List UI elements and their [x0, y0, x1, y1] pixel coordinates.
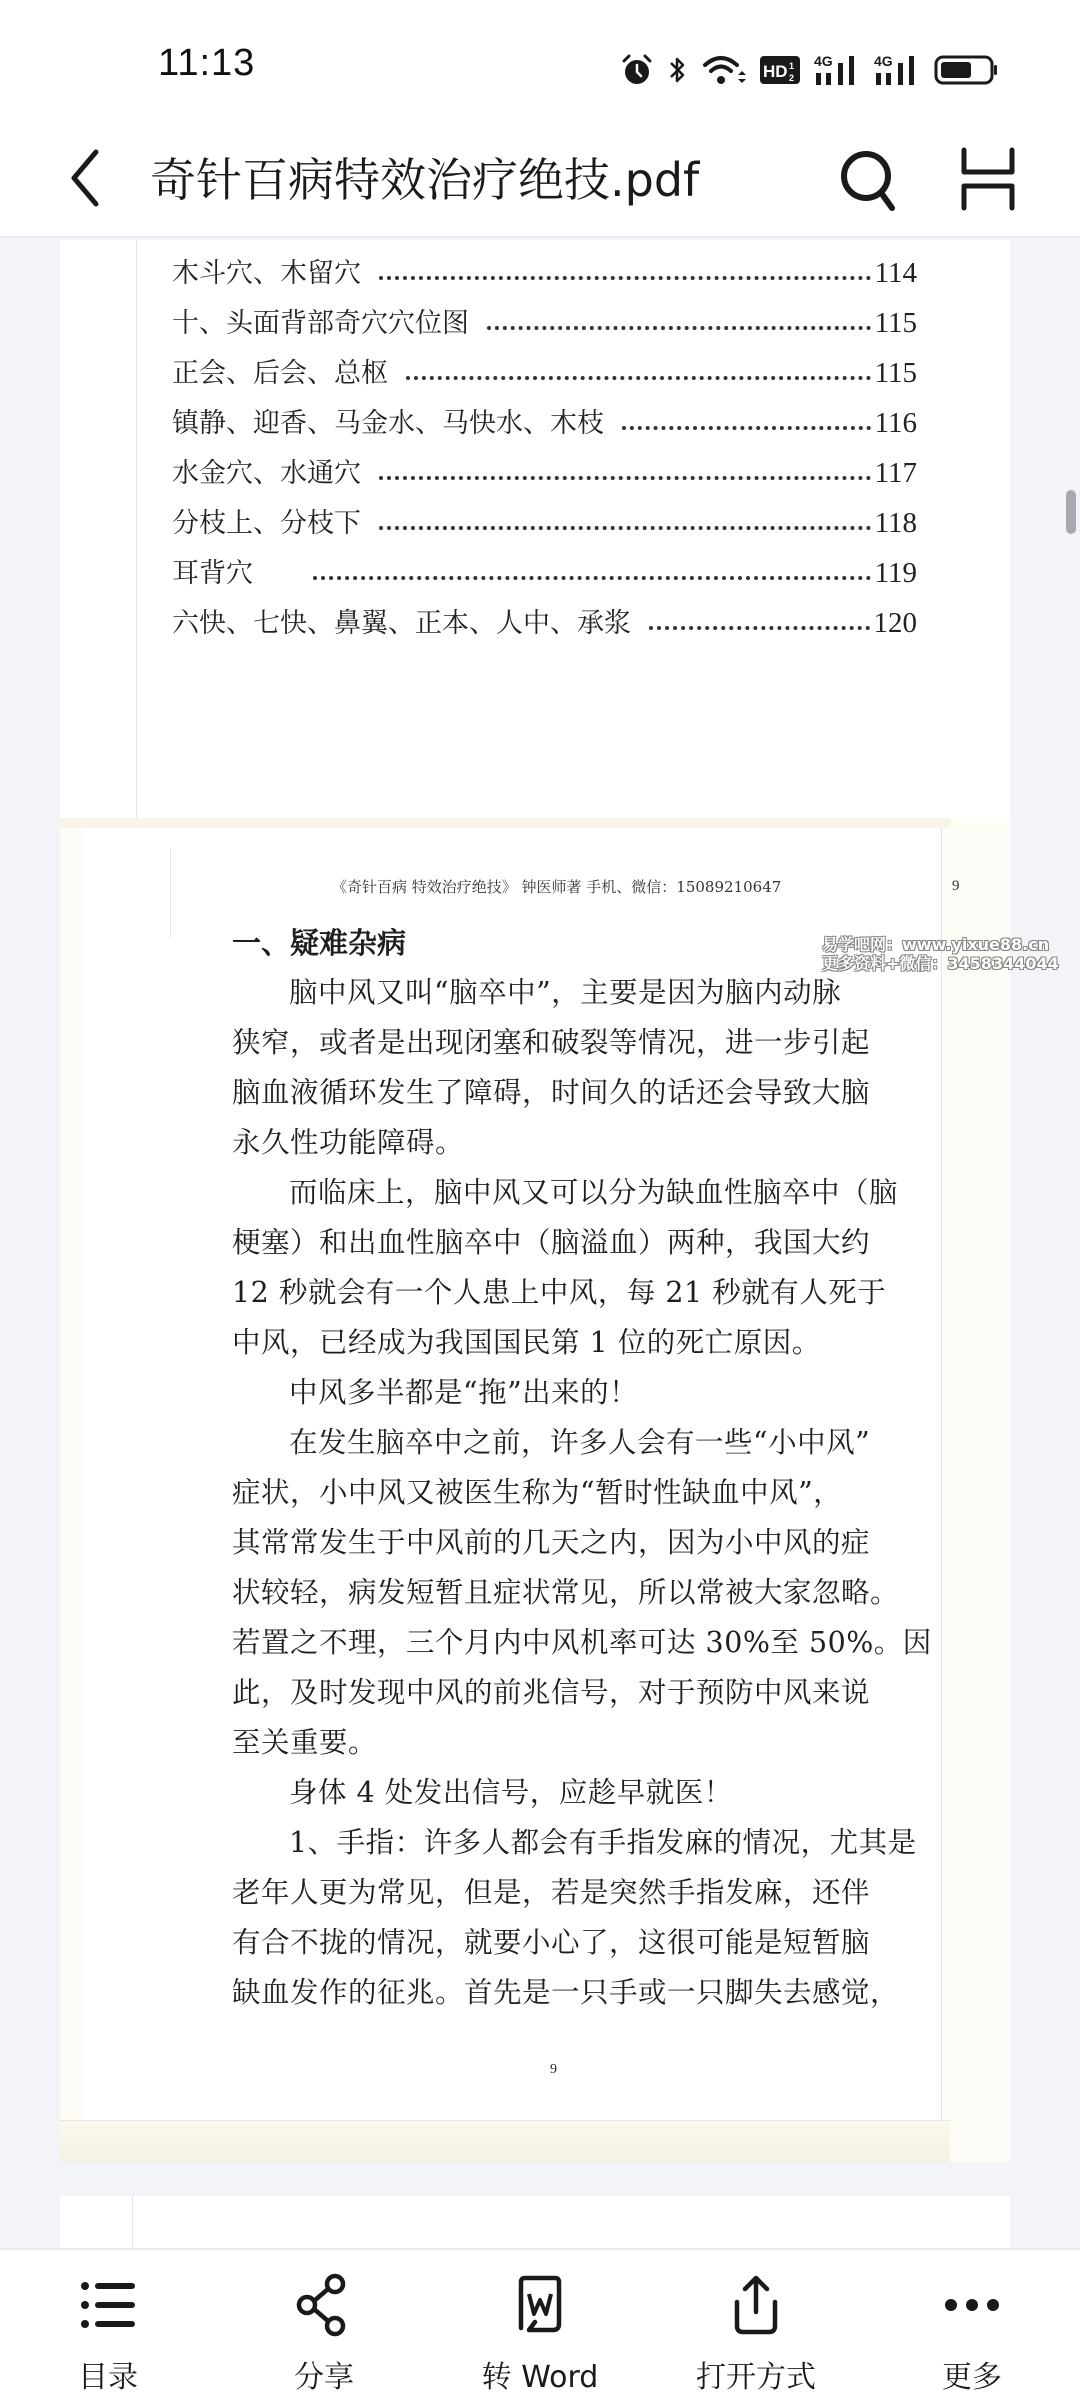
toolbar-label: 转 Word: [481, 2360, 599, 2395]
pdf-page-9: [60, 818, 1010, 2162]
toc-entry[interactable]: 分枝上、分枝下 118: [172, 507, 917, 539]
more-button[interactable]: [864, 2250, 1080, 2400]
text-line: 身体 4 处发出信号，应趁早就医！: [289, 1776, 733, 1809]
text-line: 12 秒就会有一个人患上中风，每 21 秒就有人死于: [232, 1276, 887, 1309]
bluetooth-icon: [668, 53, 688, 87]
text-line: 其常常发生于中风前的几天之内，因为小中风的症: [232, 1526, 871, 1559]
toolbar-label: 目录: [78, 2360, 138, 2395]
svg-text:4G: 4G: [874, 53, 893, 69]
open-with-icon: [723, 2272, 789, 2338]
svg-text:HD: HD: [763, 62, 788, 81]
back-button[interactable]: [62, 140, 112, 210]
scan-edge: [60, 818, 950, 828]
text-line: 1、手指：许多人都会有手指发麻的情况，尤其是: [289, 1826, 917, 1859]
battery-icon: [934, 53, 1000, 87]
text-line: 有合不拢的情况，就要小心了，这很可能是短暂脑: [232, 1926, 871, 1959]
status-icons: [620, 50, 1000, 90]
scan-margin-line: [132, 2196, 133, 2248]
open-with-button[interactable]: [648, 2250, 864, 2400]
header-page-number: 9: [952, 878, 960, 894]
list-icon: [75, 2272, 141, 2338]
text-line: 缺血发作的征兆。首先是一只手或一只脚失去感觉，: [232, 1976, 900, 2009]
svg-text:4G: 4G: [814, 53, 833, 69]
text-line: 狭窄，或者是出现闭塞和破裂等情况，进一步引起: [232, 1026, 871, 1059]
status-time: 11:13: [158, 42, 256, 84]
wifi-icon: [702, 53, 746, 87]
svg-text:2: 2: [789, 73, 795, 83]
body-text: [232, 918, 942, 2018]
toc-entry[interactable]: 正会、后会、总枢 115: [172, 357, 917, 389]
text-line: 梗塞）和出血性脑卒中（脑溢血）两种，我国大约: [232, 1226, 871, 1259]
share-button[interactable]: [216, 2250, 432, 2400]
word-convert-icon: [507, 2272, 573, 2338]
document-title: 奇针百病特效治疗绝技.pdf: [150, 153, 700, 207]
text-line: 状较轻，病发短暂且症状常见，所以常被大家忽略。: [232, 1576, 900, 1609]
text-line: 老年人更为常见，但是，若是突然手指发麻，还伴: [232, 1876, 871, 1909]
page-content-area: [82, 828, 960, 2120]
text-line: 此，及时发现中风的前兆信号，对于预防中风来说: [232, 1676, 871, 1709]
toc-entry[interactable]: 六快、七快、鼻翼、正本、人中、承浆 120: [172, 607, 917, 639]
text-line: 永久性功能障碍。: [232, 1126, 465, 1159]
toolbar-label: 分享: [294, 2360, 354, 2395]
toc-entry[interactable]: 耳背穴 119: [172, 557, 917, 589]
text-line: 中风，已经成为我国国民第 1 位的死亡原因。: [232, 1326, 821, 1359]
top-nav-bar: [0, 120, 1080, 238]
hd-voice-icon: [760, 55, 800, 85]
text-line: 脑中风又叫“脑卒中”，主要是因为脑内动脉: [289, 976, 842, 1009]
text-line: 中风多半都是“拖”出来的！: [289, 1376, 639, 1409]
watermark: 易学吧网：www.yixue88.cn 更多资料+微信：3458344044: [822, 935, 1059, 973]
scrollbar-thumb[interactable]: [1066, 490, 1076, 534]
share-icon: [291, 2272, 357, 2338]
page-number: 9: [550, 2062, 557, 2077]
toc-entry[interactable]: 木斗穴、木留穴 114: [172, 257, 917, 289]
section-heading: 一、疑难杂病: [232, 926, 407, 960]
scan-margin-line: [170, 848, 171, 938]
signal-4g-icon: [874, 53, 920, 87]
running-header: 《奇针百病 特效治疗绝技》 钟医师著 手机、微信：15089210647: [332, 878, 782, 896]
text-line: 至关重要。: [232, 1726, 378, 1759]
toolbar-label: 更多: [942, 2360, 1002, 2395]
text-line: 而临床上，脑中风又可以分为缺血性脑卒中（脑: [289, 1176, 899, 1209]
search-icon: [836, 146, 902, 212]
table-of-contents: [172, 240, 917, 640]
toc-entry[interactable]: 水金穴、水通穴 117: [172, 457, 917, 489]
text-line: 在发生脑卒中之前，许多人会有一些“小中风”: [289, 1426, 871, 1459]
convert-to-word-button[interactable]: [432, 2250, 648, 2400]
bottom-toolbar: [0, 2248, 1080, 2400]
pdf-viewport[interactable]: [0, 240, 1080, 2248]
alarm-icon: [620, 53, 654, 87]
svg-text:1: 1: [789, 61, 795, 71]
text-line: 若置之不理，三个月内中风机率可达 30%至 50%。因: [232, 1626, 932, 1659]
toc-button[interactable]: [0, 2250, 216, 2400]
page-layout-icon: [958, 146, 1018, 212]
toc-entry[interactable]: 十、头面背部奇穴穴位图 115: [172, 307, 917, 339]
scan-edge: [60, 2120, 950, 2162]
search-button[interactable]: [836, 146, 902, 212]
toolbar-label: 打开方式: [696, 2360, 816, 2395]
page-layout-button[interactable]: [958, 146, 1018, 212]
more-icon: [939, 2272, 1005, 2338]
status-bar: [0, 0, 1080, 120]
text-line: 症状，小中风又被医生称为“暂时性缺血中风”，: [232, 1476, 843, 1509]
pdf-page-10: [60, 2196, 1010, 2248]
signal-4g-icon: [814, 53, 860, 87]
chevron-left-icon: [62, 140, 112, 210]
toc-entry[interactable]: 镇静、迎香、马金水、马快水、木枝 116: [172, 407, 917, 439]
text-line: 脑血液循环发生了障碍，时间久的话还会导致大脑: [232, 1076, 871, 1109]
